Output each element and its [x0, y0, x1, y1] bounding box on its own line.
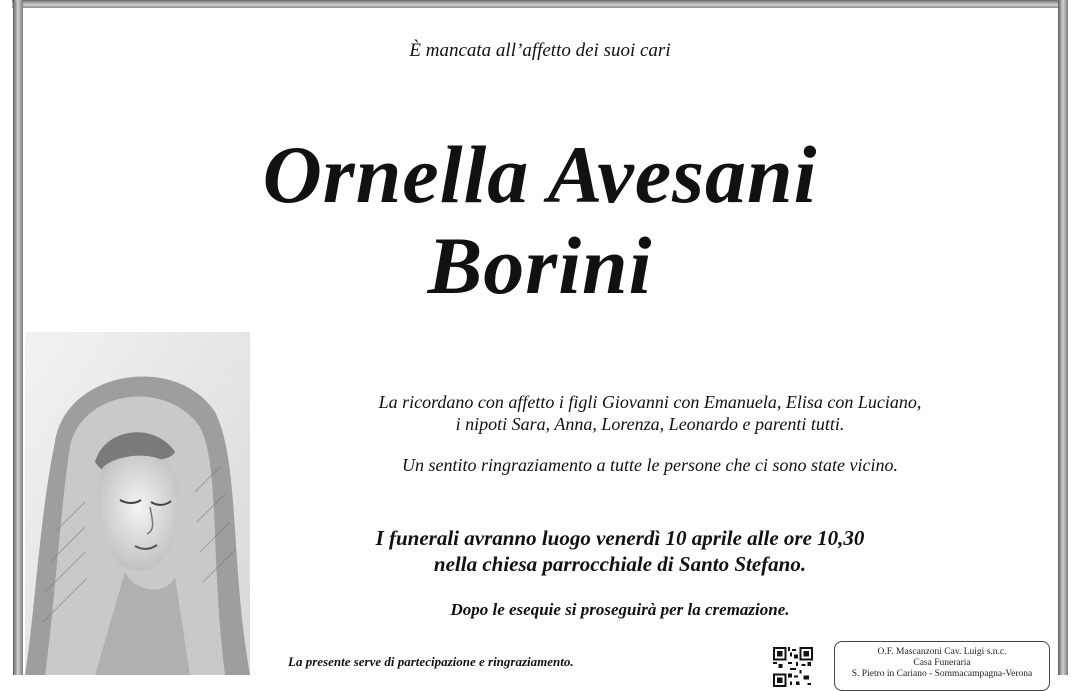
funeral-line-2: nella chiesa parrocchiale di Santo Stefano. [433, 552, 807, 576]
agency-type: Casa Funeraria [913, 658, 971, 668]
qr-code-icon[interactable] [773, 647, 813, 687]
funeral-line-3: Dopo le esequie si proseguirà per la cremazione. [450, 600, 790, 619]
deceased-name-line1: Ornella Avesani [262, 129, 818, 220]
thanks-line-3: Un sentito ringraziamento a tutte le persone che ci sono state vicino. [402, 455, 898, 475]
funeral-line-1: I funerali avranno luogo venerdì 10 aprile alle ore 10,30 [375, 526, 865, 550]
funeral-agency-box [834, 641, 1050, 691]
agency-location: S. Pietro in Cariano - Sommacampagna-Verona [851, 669, 1033, 679]
madonna-portrait-image [25, 332, 250, 675]
agency-name: O.F. Mascanzoni Cav. Luigi s.n.c. [877, 647, 1007, 657]
thanks-line-2: i nipoti Sara, Anna, Lorenza, Leonardo e parenti tutti. [455, 414, 845, 434]
frame-left-border [13, 0, 23, 675]
notice-text: La presente serve di partecipazione e ringraziamento. [288, 654, 574, 669]
deceased-name-line2: Borini [427, 220, 653, 311]
frame-right-border [1058, 0, 1068, 675]
thanks-line-1: La ricordano con affetto i figli Giovanni con Emanuela, Elisa con Luciano, [378, 392, 922, 412]
frame-top-border [12, 0, 1068, 8]
intro-text: È mancata all’affetto dei suoi cari [409, 40, 671, 61]
